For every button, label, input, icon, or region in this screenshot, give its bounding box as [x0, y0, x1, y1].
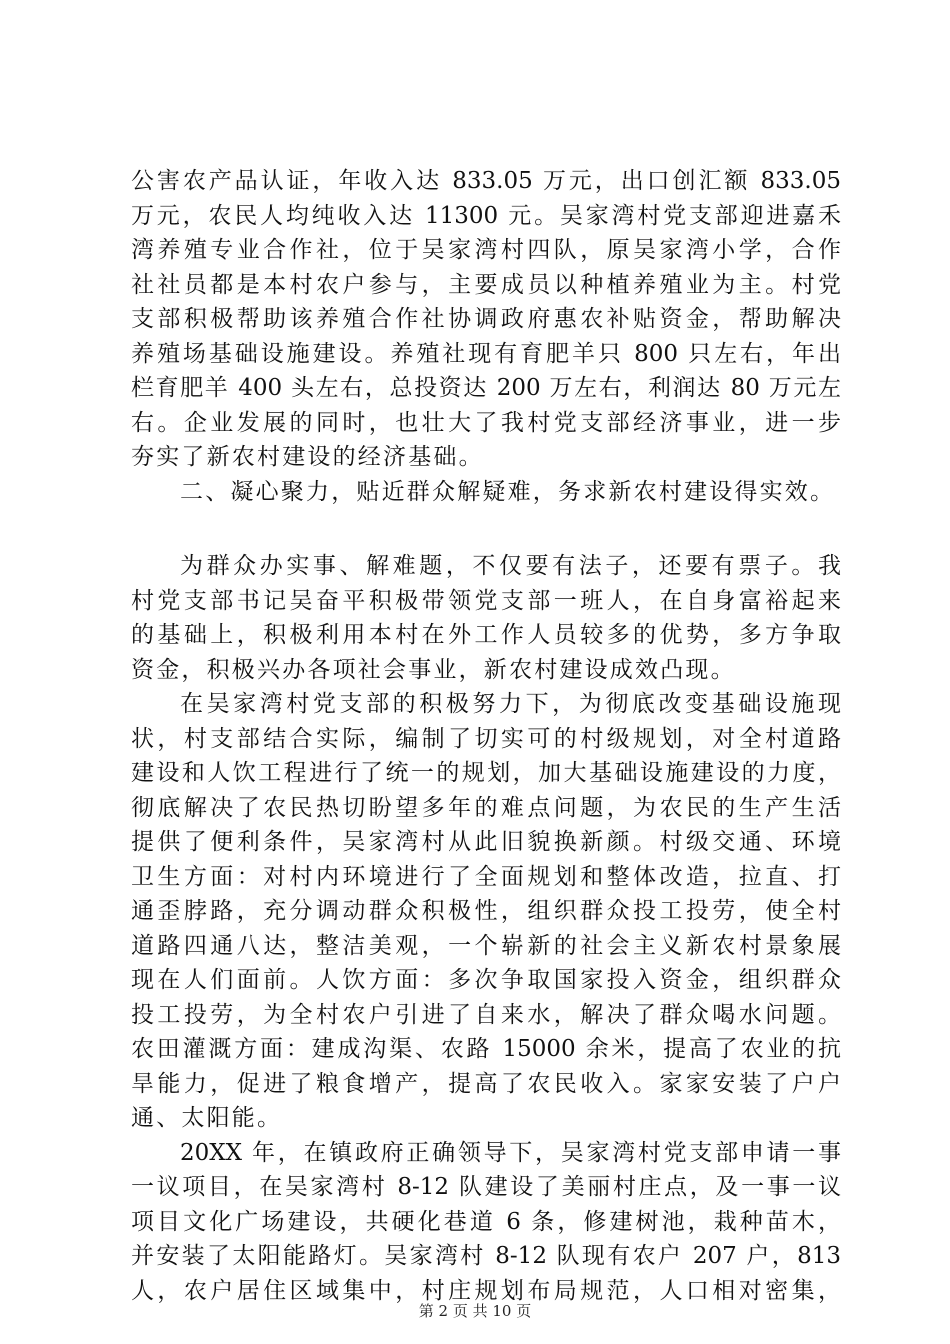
text-line: 农田灌溉方面：建成沟渠、农路 15000 余米，提高了农业的抗	[131, 1036, 841, 1062]
text-line: 社社员都是本村农户参与，主要成员以种植养殖业为主。村党	[131, 271, 841, 298]
text-line: 支部积极帮助该养殖合作社协调政府惠农补贴资金，帮助解决	[131, 306, 841, 332]
text-line: 卫生方面：对村内环境进行了全面规划和整体改造，拉直、打	[131, 863, 841, 890]
text-line: 建设和人饮工程进行了统一的规划，加大基础设施建设的力度，	[131, 760, 841, 786]
text-line: 人，农户居住区域集中，村庄规划布局规范，人口相对密集，	[131, 1277, 841, 1304]
text-line: 夯实了新农村建设的经济基础。	[131, 444, 484, 470]
text-line: 一议项目，在吴家湾村 8-12 队建设了美丽村庄点，及一事一议	[131, 1174, 841, 1200]
text-line: 湾养殖专业合作社，位于吴家湾村四队，原吴家湾小学，合作	[131, 237, 841, 263]
text-line: 万元，农民人均纯收入达 11300 元。吴家湾村党支部迎进嘉禾	[131, 202, 841, 229]
text-line: 为群众办实事、解难题，不仅要有法子，还要有票子。我	[180, 553, 841, 579]
text-line: 20XX 年，在镇政府正确领导下，吴家湾村党支部申请一事	[180, 1139, 841, 1166]
text-line: 栏育肥羊 400 头左右，总投资达 200 万左右，利润达 80 万元左	[131, 375, 841, 401]
text-line: 道路四通八达，整洁美观，一个崭新的社会主义新农村景象展	[131, 932, 841, 959]
paragraph-block-2	[131, 549, 841, 687]
text-line: 的基础上，积极利用本村在外工作人员较多的优势，多方争取	[131, 622, 841, 648]
paragraph-block-4	[131, 1136, 841, 1309]
text-line: 投工投劳，为全村农户引进了自来水，解决了群众喝水问题。	[131, 1001, 841, 1028]
text-line: 村党支部书记吴奋平积极带领党支部一班人，在自身富裕起来	[131, 587, 841, 614]
text-line: 并安装了太阳能路灯。吴家湾村 8-12 队现有农户 207 户，813	[131, 1243, 841, 1269]
text-line: 资金，积极兴办各项社会事业，新农村建设成效凸现。	[131, 656, 736, 683]
text-line: 通歪脖路，充分调动群众积极性，组织群众投工投劳，使全村	[131, 898, 841, 924]
text-line: 右。企业发展的同时，也壮大了我村党支部经济事业，进一步	[131, 409, 841, 436]
section-heading: 二、凝心聚力，贴近群众解疑难，务求新农村建设得实效。	[180, 478, 836, 505]
text-line: 通、太阳能。	[131, 1105, 283, 1131]
text-line: 提供了便利条件，吴家湾村从此旧貌换新颜。村级交通、环境	[131, 829, 841, 855]
text-line: 现在人们面前。人饮方面：多次争取国家投入资金，组织群众	[131, 967, 841, 993]
text-line: 公害农产品认证，年收入达 833.05 万元，出口创汇额 833.05	[131, 168, 841, 194]
paragraph-block-1	[131, 164, 841, 475]
text-line: 旱能力，促进了粮食增产，提高了农民收入。家家安装了户户	[131, 1070, 841, 1097]
document-body	[131, 164, 841, 1308]
text-line: 项目文化广场建设，共硬化巷道 6 条，修建树池，栽种苗木，	[131, 1208, 841, 1235]
text-line: 状，村支部结合实际，编制了切实可的村级规划，对全村道路	[131, 725, 841, 752]
text-line: 养殖场基础设施建设。养殖社现有育肥羊只 800 只左右，年出	[131, 340, 841, 367]
text-line: 在吴家湾村党支部的积极努力下，为彻底改变基础设施现	[180, 691, 841, 717]
page-number-footer: 第 2 页 共 10 页	[418, 1302, 532, 1320]
text-line: 彻底解决了农民热切盼望多年的难点问题，为农民的生产生活	[131, 794, 841, 821]
paragraph-gap	[131, 509, 841, 549]
paragraph-block-3	[131, 687, 841, 1136]
